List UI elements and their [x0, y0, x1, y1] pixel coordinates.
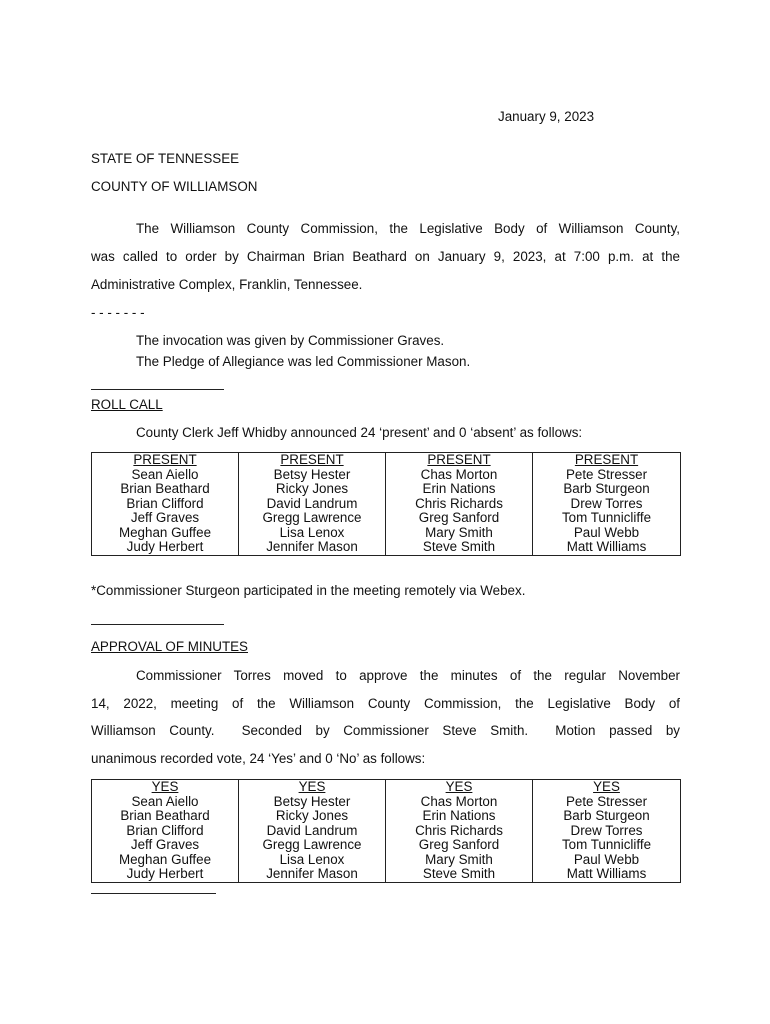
table-cell: Greg Sanford: [386, 838, 533, 853]
remote-participation-note: *Commissioner Sturgeon participated in the meeting remotely via Webex.: [91, 583, 526, 598]
minutes-line-3: Williamson County. Seconded by Commissioner Steve Smith. Motion passed by: [91, 723, 680, 738]
table-cell: Meghan Guffee: [92, 853, 239, 868]
divider-rule: [91, 389, 224, 390]
roll-call-heading: ROLL CALL: [91, 397, 163, 412]
table-cell: Barb Sturgeon: [533, 482, 681, 497]
state-heading: STATE OF TENNESSEE: [91, 151, 240, 166]
table-cell: Drew Torres: [533, 824, 681, 839]
column-header: PRESENT: [239, 453, 386, 468]
table-row: [92, 526, 681, 541]
table-cell: Judy Herbert: [92, 540, 239, 555]
minutes-line-1: Commissioner Torres moved to approve the minutes of the regular November: [136, 668, 680, 683]
invocation-text: The invocation was given by Commissioner Graves.: [136, 333, 445, 348]
table-cell: Brian Beathard: [92, 809, 239, 824]
table-cell: Judy Herbert: [92, 867, 239, 882]
table-cell: Drew Torres: [533, 497, 681, 512]
table-cell: Tom Tunnicliffe: [533, 511, 681, 526]
table-cell: David Landrum: [239, 497, 386, 512]
table-header-row: [92, 780, 681, 795]
table-cell: Chas Morton: [386, 795, 533, 810]
table-cell: Barb Sturgeon: [533, 809, 681, 824]
table-cell: Jeff Graves: [92, 838, 239, 853]
minutes-line-4: unanimous recorded vote, 24 ‘Yes’ and 0 ‘No’ as follows:: [91, 751, 426, 766]
roll-call-announcement: County Clerk Jeff Whidby announced 24 ‘present’ and 0 ‘absent’ as follows:: [136, 425, 583, 440]
table-row: [92, 795, 681, 810]
section-dashes: - - - - - - -: [91, 305, 145, 320]
table-cell: David Landrum: [239, 824, 386, 839]
intro-line-3: Administrative Complex, Franklin, Tennessee.: [91, 277, 363, 292]
pledge-text: The Pledge of Allegiance was led Commissioner Mason.: [136, 354, 471, 369]
table-row: [92, 540, 681, 555]
table-cell: Sean Aiello: [92, 795, 239, 810]
table-cell: Chris Richards: [386, 824, 533, 839]
table-cell: Paul Webb: [533, 526, 681, 541]
county-heading: COUNTY OF WILLIAMSON: [91, 179, 258, 194]
table-cell: Brian Clifford: [92, 824, 239, 839]
column-header: YES: [533, 780, 681, 795]
table-cell: Brian Clifford: [92, 497, 239, 512]
table-cell: Mary Smith: [386, 853, 533, 868]
table-cell: Matt Williams: [533, 867, 681, 882]
approval-of-minutes-heading: APPROVAL OF MINUTES: [91, 639, 248, 654]
table-cell: Gregg Lawrence: [239, 838, 386, 853]
table-cell: Sean Aiello: [92, 468, 239, 483]
table-cell: Brian Beathard: [92, 482, 239, 497]
table-row: [92, 838, 681, 853]
table-cell: Jennifer Mason: [239, 540, 386, 555]
table-cell: Steve Smith: [386, 867, 533, 882]
table-cell: Pete Stresser: [533, 795, 681, 810]
table-row: [92, 511, 681, 526]
table-cell: Paul Webb: [533, 853, 681, 868]
table-cell: Erin Nations: [386, 482, 533, 497]
minutes-line-2: 14, 2022, meeting of the Williamson County Commission, the Legislative Body of: [91, 696, 680, 711]
table-row: [92, 497, 681, 512]
table-cell: Betsy Hester: [239, 795, 386, 810]
table-cell: Jeff Graves: [92, 511, 239, 526]
table-cell: Chris Richards: [386, 497, 533, 512]
table-cell: Mary Smith: [386, 526, 533, 541]
table-row: [92, 867, 681, 882]
column-header: YES: [92, 780, 239, 795]
table-row: [92, 809, 681, 824]
column-header: PRESENT: [533, 453, 681, 468]
meeting-date: January 9, 2023: [498, 109, 595, 124]
minutes-vote-table: [91, 779, 681, 883]
column-header: YES: [386, 780, 533, 795]
intro-line-2: was called to order by Chairman Brian Beathard on January 9, 2023, at 7:00 p.m. at the: [91, 249, 680, 264]
column-header: YES: [239, 780, 386, 795]
table-row: [92, 468, 681, 483]
intro-line-1: The Williamson County Commission, the Legislative Body of Williamson County,: [136, 221, 680, 236]
table-cell: Lisa Lenox: [239, 853, 386, 868]
table-cell: Ricky Jones: [239, 482, 386, 497]
table-row: [92, 824, 681, 839]
divider-rule: [91, 893, 216, 894]
table-cell: Greg Sanford: [386, 511, 533, 526]
column-header: PRESENT: [92, 453, 239, 468]
table-cell: Ricky Jones: [239, 809, 386, 824]
table-cell: Tom Tunnicliffe: [533, 838, 681, 853]
table-row: [92, 853, 681, 868]
table-cell: Matt Williams: [533, 540, 681, 555]
table-cell: Betsy Hester: [239, 468, 386, 483]
table-cell: Pete Stresser: [533, 468, 681, 483]
divider-rule: [91, 624, 224, 625]
table-cell: Meghan Guffee: [92, 526, 239, 541]
table-cell: Chas Morton: [386, 468, 533, 483]
table-cell: Steve Smith: [386, 540, 533, 555]
table-cell: Lisa Lenox: [239, 526, 386, 541]
table-cell: Jennifer Mason: [239, 867, 386, 882]
table-row: [92, 482, 681, 497]
table-cell: Gregg Lawrence: [239, 511, 386, 526]
column-header: PRESENT: [386, 453, 533, 468]
table-header-row: [92, 453, 681, 468]
table-cell: Erin Nations: [386, 809, 533, 824]
roll-call-table: [91, 452, 681, 556]
